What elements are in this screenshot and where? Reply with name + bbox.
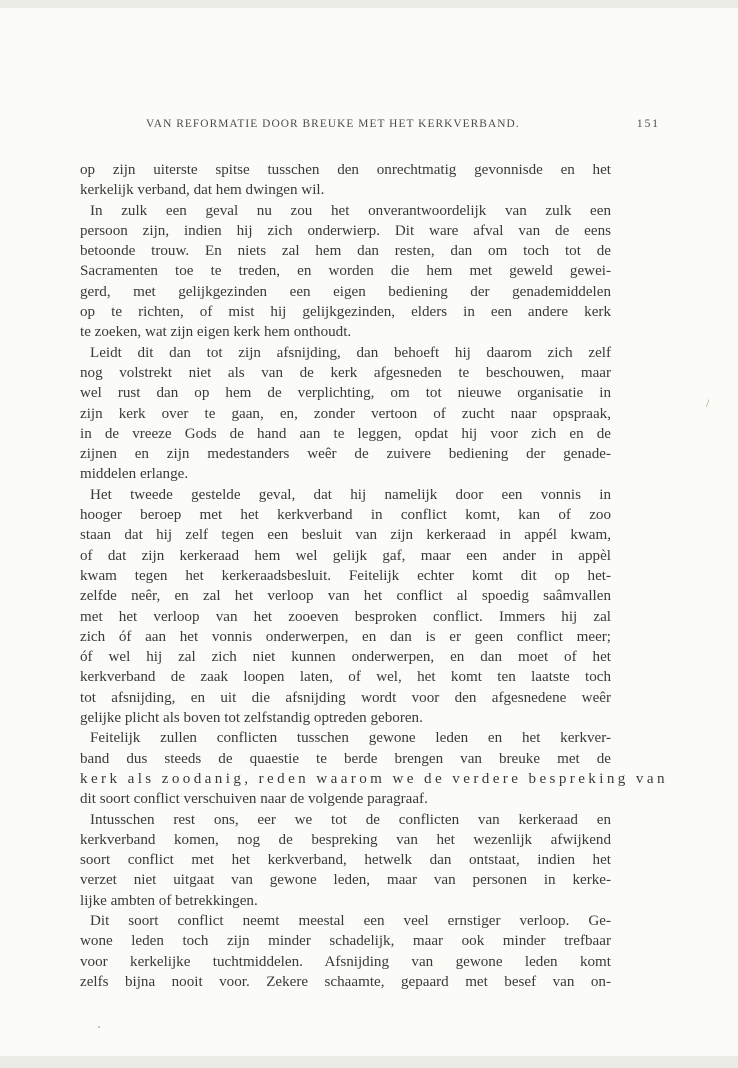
text-line: kerkverband de zaak loopen laten, of wel, het komt ten laatste toch	[80, 669, 611, 686]
text-line: persoon zijn, indien hij zich onderwierp. Dit ware afval van de eens	[80, 222, 611, 239]
speck-mark	[98, 1026, 100, 1028]
text-line: kerkelijk verband, dat hem dwingen wil.	[80, 182, 325, 199]
page-number: 151	[636, 118, 660, 130]
text-line: op zijn uiterste spitse tusschen den onrechtmatig gevonnisde en het	[80, 162, 611, 178]
text-line: kerkverband komen, nog de bespreking van het wezenlijk afwijkend	[80, 831, 611, 848]
text-line: Dit soort conflict neemt meestal een veel ernstiger verloop. Ge-	[90, 912, 611, 929]
text-line: zich óf aan het vonnis onderwerpen, en dan is er geen conflict meer;	[80, 628, 611, 645]
text-line: met het verloop van het zooeven besproken conflict. Immers hij zal	[80, 608, 611, 625]
text-line: zelfde neêr, en zal het verloop van het conflict al spoedig saâmvallen	[80, 588, 611, 605]
text-line: te zoeken, wat zijn eigen kerk hem onthoudt.	[80, 324, 352, 341]
text-line-spaced: kerk als zoodanig, reden waarom we de verdere bespreking van	[80, 770, 668, 787]
text-line: hooger beroep met het kerkverband in conflict komt, kan of zoo	[80, 507, 611, 524]
body-text	[80, 160, 668, 992]
text-line: wone leden toch zijn minder schadelijk, maar ook minder trefbaar	[80, 933, 611, 950]
text-line: In zulk een geval nu zou het onverantwoordelijk van zulk een	[90, 202, 611, 219]
text-line: voor kerkelijke tuchtmiddelen. Afsnijding van gewone leden komt	[80, 953, 611, 970]
text-line: soort conflict met het kerkverband, hetwelk dan ontstaat, indien het	[80, 852, 611, 869]
text-line: of dat zijn kerkeraad hem wel gelijk gaf, maar een ander in appèl	[80, 547, 611, 564]
text-line: staan dat hij zelf tegen een besluit van zijn kerkeraad in appél kwam,	[80, 527, 611, 544]
text-line: verzet niet uitgaat van gewone leden, maar van personen in kerke-	[80, 872, 611, 889]
text-line: wel rust dan op hem de verplichting, om tot nieuwe organisatie in	[80, 385, 611, 402]
text-line: in de vreeze Gods de hand aan te leggen, opdat hij voor zich en de	[80, 425, 611, 442]
text-line: op te richten, of mist hij gelijkgezinden, elders in een andere kerk	[80, 304, 611, 321]
text-line: gerd, met gelijkgezinden een eigen bediening der genademiddelen	[80, 283, 611, 300]
text-line: nog volstrekt niet als van de kerk afgesneden te beschouwen, maar	[80, 364, 611, 381]
text-line: band dus steeds de quaestie te berde brengen van breuke met de	[80, 750, 611, 767]
text-line: zelfs bijna nooit voor. Zekere schaamte, gepaard met besef van on-	[80, 973, 611, 990]
text-line: Het tweede gestelde geval, dat hij namelijk door een vonnis in	[90, 486, 611, 503]
text-line: dit soort conflict verschuiven naar de volgende paragraaf.	[80, 791, 428, 808]
text-line: betoonde trouw. En niets zal hem dan resten, dan om toch tot de	[80, 243, 611, 260]
text-line: Leidt dit dan tot zijn afsnijding, dan behoeft hij daarom zich zelf	[90, 344, 611, 361]
text-line: gelijke plicht als boven tot zelfstandig optreden geboren.	[80, 710, 423, 727]
text-line: Feitelijk zullen conflicten tusschen gewone leden en het kerkver-	[90, 730, 611, 747]
running-title: VAN REFORMATIE DOOR BREUKE MET HET KERKVERBAND.	[146, 118, 520, 130]
text-line: zijn kerk over te gaan, en, zonder vertoon of zucht naar opspraak,	[80, 405, 611, 422]
margin-mark: /	[706, 396, 710, 410]
text-line: Intusschen rest ons, eer we tot de conflicten van kerkeraad en	[90, 811, 611, 828]
text-line: kwam tegen het kerkeraadsbesluit. Feitelijk echter komt dit op het-	[80, 567, 611, 584]
text-line: tot afsnijding, en uit die afsnijding wordt voor den afgesnedene weêr	[80, 689, 611, 706]
book-page	[0, 8, 738, 1056]
text-line: Sacramenten toe te treden, en worden die hem met geweld gewei-	[80, 263, 611, 280]
text-line: óf wel hij zal zich niet kunnen onderwerpen, en dan moet of het	[80, 649, 611, 666]
text-line: lijke ambten of betrekkingen.	[80, 892, 258, 909]
text-line: zijnen en zijn medestanders weêr de zuivere bediening der genade-	[80, 446, 611, 463]
text-line: middelen erlange.	[80, 466, 189, 483]
